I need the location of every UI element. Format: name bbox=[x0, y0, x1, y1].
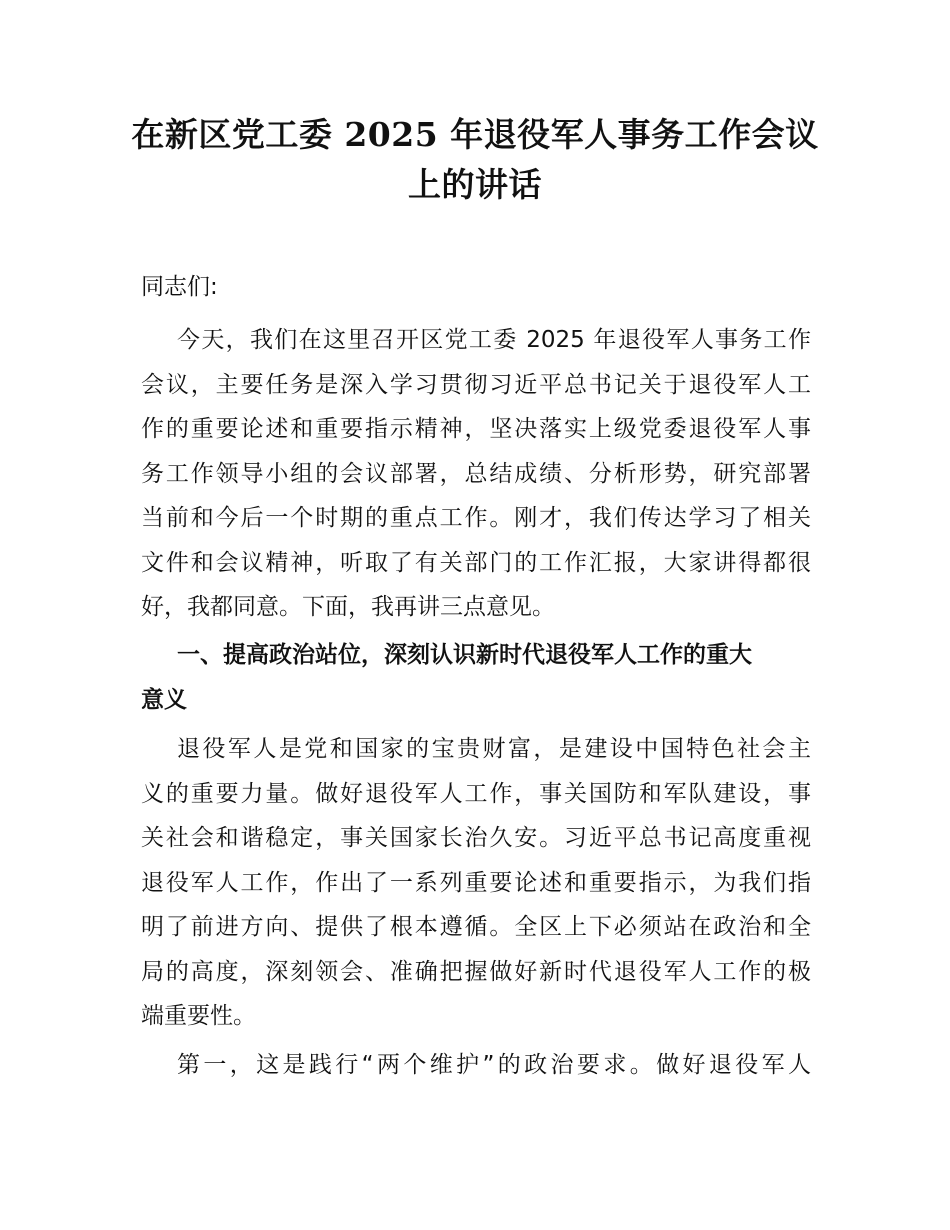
paragraph-opening bbox=[141, 318, 811, 630]
heading-line: 一、提高政治站位，深刻认识新时代退役军人工作的重大 bbox=[177, 642, 752, 668]
paragraph-line: 好，我都同意。下面，我再讲三点意见。 bbox=[141, 594, 555, 620]
paragraph-line: 务工作领导小组的会议部署，总结成绩、分析形势，研究部署 bbox=[141, 460, 811, 487]
paragraph-line: 今天，我们在这里召开区党工委 2025 年退役军人事务工作 bbox=[177, 327, 811, 353]
heading-line: 意义 bbox=[141, 686, 187, 713]
paragraph-line: 端重要性。 bbox=[141, 1003, 256, 1029]
title-line: 在新区党工委 2025 年退役军人事务工作会议 bbox=[131, 115, 819, 154]
paragraph-significance bbox=[141, 727, 811, 1039]
document-title bbox=[120, 110, 830, 210]
paragraph-line: 文件和会议精神，听取了有关部门的工作汇报，大家讲得都很 bbox=[141, 549, 811, 576]
paragraph-line: 明了前进方向、提供了根本遵循。全区上下必须站在政治和全 bbox=[141, 914, 811, 940]
paragraph-line: 作的重要论述和重要指示精神，坚决落实上级党委退役军人事 bbox=[141, 416, 811, 442]
paragraph-line: 局的高度，深刻领会、准确把握做好新时代退役军人工作的极 bbox=[141, 958, 811, 985]
title-line: 上的讲话 bbox=[408, 165, 542, 204]
paragraph-line: 第一，这是践行“两个维护”的政治要求。做好退役军人 bbox=[177, 1052, 811, 1078]
paragraph-line: 会议，主要任务是深入学习贯彻习近平总书记关于退役军人工 bbox=[141, 371, 811, 398]
paragraph-line: 退役军人工作，作出了一系列重要论述和重要指示，为我们指 bbox=[141, 869, 811, 896]
paragraph-line: 关社会和谐稳定，事关国家长治久安。习近平总书记高度重视 bbox=[141, 825, 811, 851]
paragraph-line: 义的重要力量。做好退役军人工作，事关国防和军队建设，事 bbox=[141, 780, 811, 807]
paragraph-line: 当前和今后一个时期的重点工作。刚才，我们传达学习了相关 bbox=[141, 505, 811, 531]
paragraph-line: 退役军人是党和国家的宝贵财富，是建设中国特色社会主 bbox=[177, 736, 811, 762]
salutation: 同志们: bbox=[141, 274, 218, 300]
paragraph-first-point bbox=[141, 1043, 811, 1088]
section-heading-1 bbox=[141, 633, 811, 722]
